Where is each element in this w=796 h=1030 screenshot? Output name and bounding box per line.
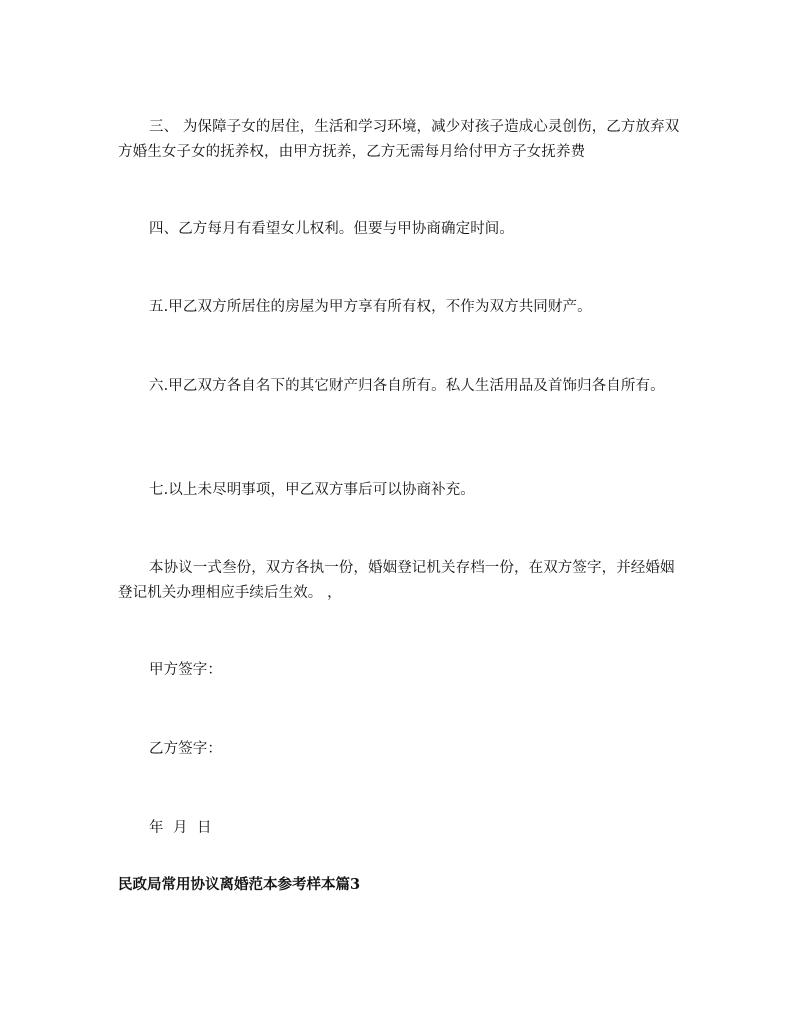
- section-title: 民政局常用协议离婚范本参考样本篇3: [118, 876, 361, 893]
- party-b-signature-label: 乙方签字：: [149, 741, 222, 757]
- agreement-effect-paragraph: 本协议一式叁份，双方各执一份，婚姻登记机关存档一份，在双方签字，并经婚姻登记机关办理相应手续后生效。 ，: [118, 560, 675, 601]
- party-a-signature-label: 甲方签字：: [149, 662, 222, 678]
- clause-4-paragraph: 四、乙方每月有看望女儿权利。但要与甲协商确定时间。: [149, 221, 514, 237]
- clause-3-paragraph: 三、 为保障子女的居住，生活和学习环境，减少对孩子造成心灵创伤，乙方放弃双方婚生女子女的抚养权，由甲方抚养，乙方无需每月给付甲方子女抚养费: [118, 119, 680, 160]
- date-line: 年 月 日: [149, 820, 212, 836]
- clause-5-paragraph: 五.甲乙双方所居住的房屋为甲方享有所有权，不作为双方共同财产。: [149, 299, 592, 315]
- clause-7-paragraph: 七.以上未尽明事项，甲乙双方事后可以协商补充。: [149, 482, 475, 498]
- clause-6-paragraph: 六.甲乙双方各自名下的其它财产归各自所有。私人生活用品及首饰归各自所有。: [149, 378, 665, 394]
